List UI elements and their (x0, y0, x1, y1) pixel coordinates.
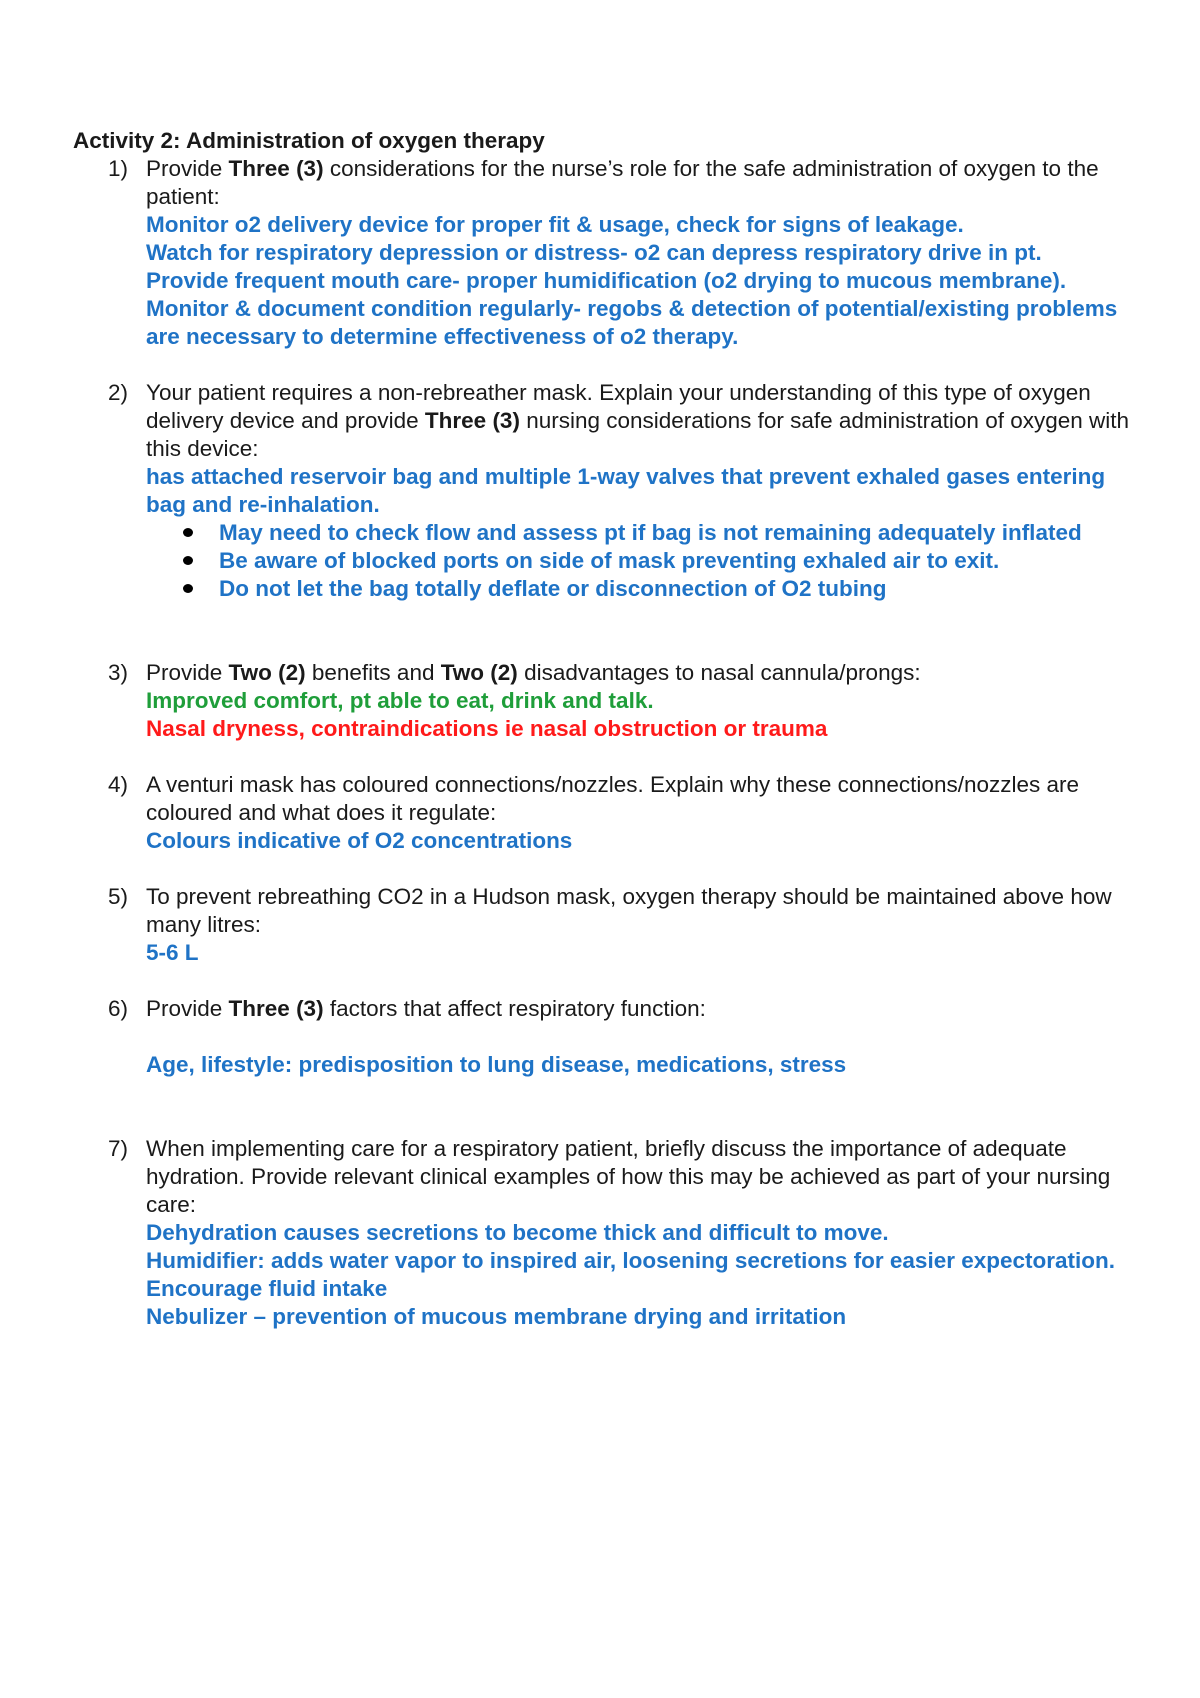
bullet-icon (183, 528, 193, 537)
list-item: Be aware of blocked ports on side of mask preventing exhaled air to exit. (146, 547, 1133, 575)
page-title: Activity 2: Administration of oxygen therapy (73, 128, 545, 153)
question-text: Provide Three (3) factors that affect respiratory function: (146, 996, 706, 1021)
question-text: When implementing care for a respiratory patient, briefly discuss the importance of adequate hydration. Provide relevant clinical examples of how this may be achieved as part of your nursing care: (146, 1136, 1111, 1217)
question-number: 2) (108, 380, 129, 405)
disadvantages-answer: Nasal dryness, contraindications ie nasal obstruction or trauma (146, 716, 828, 741)
question-6 (73, 995, 1133, 1079)
answer-line: Age, lifestyle: predisposition to lung disease, medications, stress (146, 1052, 847, 1077)
document-page (73, 127, 1133, 1331)
bullet-icon (183, 584, 193, 593)
answer-line: Colours indicative of O2 concentrations (146, 828, 573, 853)
answer-line: Provide frequent mouth care- proper humidification (o2 drying to mucous membrane). (146, 268, 1067, 293)
question-number: 5) (108, 884, 129, 909)
answer-line: Watch for respiratory depression or distress- o2 can depress respiratory drive in pt. (146, 240, 1042, 265)
question-5 (73, 883, 1133, 967)
question-number: 4) (108, 772, 129, 797)
answer-line: Dehydration causes secretions to become thick and difficult to move. (146, 1220, 889, 1245)
answer-line: Humidifier: adds water vapor to inspired air, loosening secretions for easier expectoration. (146, 1248, 1116, 1273)
question-2 (73, 379, 1133, 519)
question-3 (73, 659, 1133, 743)
question-text: Provide Three (3) considerations for the nurse’s role for the safe administration of oxygen to the patient: (146, 156, 1099, 209)
list-item: Do not let the bag totally deflate or disconnection of O2 tubing (146, 575, 1133, 603)
bullet-icon (183, 556, 193, 565)
question-1 (73, 155, 1133, 351)
benefits-answer: Improved comfort, pt able to eat, drink and talk. (146, 688, 654, 713)
question-number: 6) (108, 996, 129, 1021)
answer-line: Monitor o2 delivery device for proper fit & usage, check for signs of leakage. (146, 212, 964, 237)
question-number: 7) (108, 1136, 129, 1161)
answer-line: Encourage fluid intake (146, 1276, 388, 1301)
question-7 (73, 1135, 1133, 1331)
question-4 (73, 771, 1133, 855)
answer-line: has attached reservoir bag and multiple 1-way valves that prevent exhaled gases entering bag and re-inhalation. (146, 464, 1106, 517)
question-text: Your patient requires a non-rebreather mask. Explain your understanding of this type of oxygen delivery device and provide Three (3) nursing considerations for safe administration of oxygen with this device: (146, 380, 1130, 461)
answer-line: Nebulizer – prevention of mucous membrane drying and irritation (146, 1304, 847, 1329)
answer-line: Monitor & document condition regularly- regobs & detection of potential/existing problems are necessary to determine effectiveness of o2 therapy. (146, 296, 1118, 349)
question-text: A venturi mask has coloured connections/nozzles. Explain why these connections/nozzles are coloured and what does it regulate: (146, 772, 1080, 825)
list-item: May need to check flow and assess pt if bag is not remaining adequately inflated (146, 519, 1133, 547)
answer-line: 5-6 L (146, 940, 199, 965)
question-text: To prevent rebreathing CO2 in a Hudson mask, oxygen therapy should be maintained above how many litres: (146, 884, 1112, 937)
question-number: 3) (108, 660, 129, 685)
bullet-list (73, 519, 1133, 603)
question-text: Provide Two (2) benefits and Two (2) disadvantages to nasal cannula/prongs: (146, 660, 921, 685)
question-number: 1) (108, 156, 129, 181)
